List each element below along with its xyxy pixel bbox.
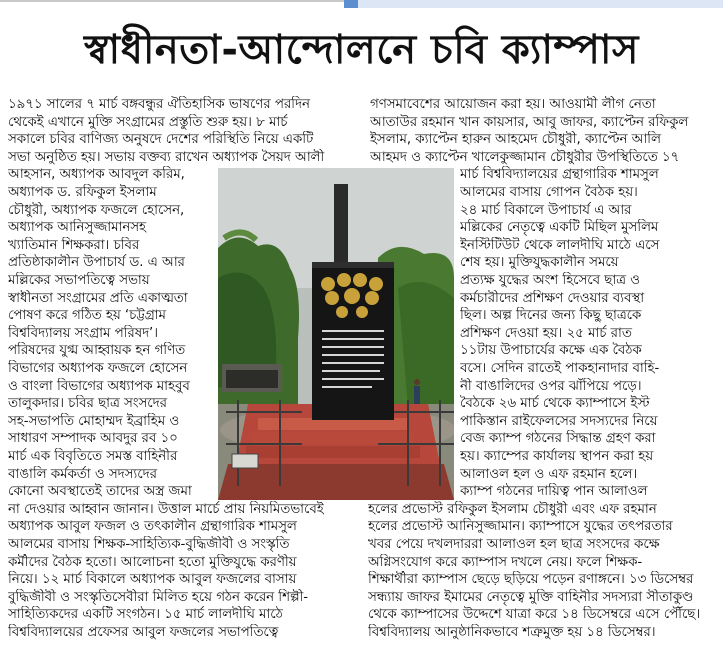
right-column-line: অগ্নিসংযোগ করে ক্যাম্পাস দখলে নেয়। ফলে শিক্ষক- xyxy=(368,554,643,570)
right-column-line: হলের প্রভোস্ট আনিসুজ্জামান। ক্যাম্পাসে যুদ্ধের তৎপরতার xyxy=(368,519,673,535)
left-column-line: ১৯৭১ সালের ৭ মার্চ বঙ্গবন্ধুর ঐতিহাসিক ভাষণের পরদিন xyxy=(8,97,310,112)
right-column-line: ইনস্টিটিউট থেকে লালদীঘি মাঠে এসে xyxy=(460,237,660,253)
left-column-line: প্রতিষ্ঠাকালীন উপাচার্য ড. এ আর xyxy=(8,255,185,271)
right-column-line: শেষ হয়। মুক্তিযুদ্ধকালীন সময়ে xyxy=(460,255,619,271)
memorial-illustration xyxy=(218,168,454,500)
left-column-line: পরিষদের যুগ্ম আহ্বায়ক হন গণিত xyxy=(8,343,186,359)
left-column-line: পোষণ করে গঠিত হয় ‘চট্টগ্রাম xyxy=(8,308,166,324)
left-column-line: চৌধুরী, অধ্যাপক ফজলে হোসেন, xyxy=(8,202,185,218)
left-column-line: অধ্যাপক ড. রফিকুল ইসলাম xyxy=(8,185,157,200)
left-column-line: না দেওয়ার আহ্বান জানান। উত্তাল মার্চে প্রায় নিয়মিতভাবেই xyxy=(8,501,324,517)
right-column-line: আতাউর রহমান খান কায়সার, আবু জাফর, ক্যাপ্টেন রফিকুল xyxy=(370,114,689,130)
left-column-line: সভা অনুষ্ঠিত হয়। সভায় বক্তব্য রাখেন অধ্যাপক সৈয়দ আলী xyxy=(8,149,325,165)
right-column-line: বসে। সেদিন রাতেই পাকহানাদার বাহি- xyxy=(460,361,660,376)
left-column-line: অধ্যাপক আবুল ফজল ও তৎকালীন গ্রন্থাগারিক শামসুল xyxy=(8,519,297,535)
left-column-line: কর্মীদের বৈঠক হতো। আলোচনা হতো মুক্তিযুদ্ধে করণীয় xyxy=(8,554,297,570)
right-column-line: প্রশিক্ষণ দেওয়া হয়। ২৫ মার্চ রাত xyxy=(460,325,632,341)
top-accent-bar xyxy=(344,0,358,8)
right-column-line: ২৪ মার্চ বিকালে উপাচার্য এ আর xyxy=(460,202,632,218)
headline: স্বাধীনতা-আন্দোলনে চবি ক্যাম্পাস xyxy=(84,27,639,73)
left-column-line: খ্যাতিমান শিক্ষকরা। চবির xyxy=(8,237,140,253)
left-column-line: কোনো অবস্থাতেই তাদের অস্ত্র জমা xyxy=(8,484,192,500)
left-column-line: সকালে চবির বাণিজ্য অনুষদে দেশের পরিস্থিতি নিয়ে একটি xyxy=(8,132,314,148)
right-column-line: গণসমাবেশের আয়োজন করা হয়। আওয়ামী লীগ নেতা xyxy=(370,97,656,112)
left-column-line: মার্চ এক বিবৃতিতে সমস্ত বাহিনীর xyxy=(8,449,178,464)
right-column-line: বেজ ক্যাম্প গঠনের সিদ্ধান্ত গ্রহণ করা xyxy=(460,431,656,447)
memorial-photo xyxy=(218,168,454,500)
right-column-line: খবর পেয়ে দখলদাররা আলাওল হল ছাত্র সংসদের কক্ষে xyxy=(368,537,660,552)
right-column-line: ক্যাম্প গঠনের দায়িত্ব পান আলাওল xyxy=(460,484,648,500)
left-column-line: অধ্যাপক আনিসুজ্জামানসহ xyxy=(8,220,147,236)
right-column-line: মার্চ বিশ্ববিদ্যালয়ের গ্রন্থাগারিক শামসুল xyxy=(460,167,659,183)
right-column-line: বিশ্ববিদ্যালয় আনুষ্ঠানিকভাবে শত্রুমুক্ত হয় ১৪ ডিসেম্বর। xyxy=(368,625,656,640)
left-column-line: তালুকদার। চবির ছাত্র সংসদের xyxy=(8,396,167,412)
right-column-line: সন্ধ্যায় জাফর ইমামের নেতৃত্বে মুক্তি বাহিনীর সদস্যরা সীতাকুণ্ড xyxy=(368,589,694,605)
top-tab-bar xyxy=(358,0,723,8)
left-column-line: সহ-সভাপতি মোহাম্মদ ইব্রাহিম ও xyxy=(8,413,180,429)
left-column-line: আলমের বাসায় শিক্ষক-সাহিত্যিক-বুদ্ধিজীবী ও সংস্কৃতি xyxy=(8,537,290,552)
left-column-line: নিয়ে। ১২ মার্চ বিকালে অধ্যাপক আবুল ফজলের বাসায় xyxy=(8,572,297,588)
right-column-line: আলমের বাসায় গোপন বৈঠক হয়। xyxy=(460,185,638,200)
top-divider xyxy=(0,0,344,2)
right-column-line: প্রত্যক্ষ যুদ্ধের অংশ হিসেবে ছাত্র ও xyxy=(460,273,640,288)
left-column-line: সাধারণ সম্পাদক আবদুর রব ১০ xyxy=(8,431,178,447)
left-column-line: থেকেই এখানে মুক্তি সংগ্রামের প্রস্তুতি শুরু হয়। ৮ মার্চ xyxy=(8,114,288,130)
right-column-line: কর্মচারীদের প্রশিক্ষণ দেওয়ার ব্যবস্থা xyxy=(460,290,645,306)
left-column-line: মল্লিকের সভাপতিত্বে সভায় xyxy=(8,273,150,288)
left-column-line: স্বাধীনতা সংগ্রামের প্রতি একাত্মতা xyxy=(8,290,188,306)
right-column-line: বৈঠকে ২৬ মার্চ থেকে ক্যাম্পাসে ইস্ট xyxy=(460,396,650,412)
left-column-line: আহসান, অধ্যাপক আবদুল করিম, xyxy=(8,167,185,183)
right-column-line: পাকিস্তান রাইফেলসের সদস্যদের নিয়ে xyxy=(460,413,658,429)
left-column-line: বিভাগের অধ্যাপক ফজলে হোসেন xyxy=(8,361,188,376)
right-column-line: শিক্ষার্থীরা ক্যাম্পাস ছেড়ে ছড়িয়ে পড়েন রণাঙ্গনে। ১৩ ডিসেম্বর xyxy=(368,572,694,588)
left-column-line: ও বাংলা বিভাগের অধ্যাপক মাহবুব xyxy=(8,378,190,394)
right-column-line: ১১টায় উপাচার্যের কক্ষে এক বৈঠক xyxy=(460,343,642,359)
right-column-line: হয়। ক্যাম্পের কার্যালয় স্থাপন করা হয় xyxy=(460,449,654,464)
right-column-line: মল্লিকের নেতৃত্বে একটি মিছিল মুসলিম xyxy=(460,220,659,236)
left-column-line: সাহিত্যিকদের একটি সংগঠন। ১৫ মার্চ লালদীঘি মাঠে xyxy=(8,607,283,623)
right-column-line: হলের প্রভোস্ট রফিকুল ইসলাম চৌধুরী এবং এফ রহমান xyxy=(368,501,657,517)
left-column-line: বিশ্ববিদ্যালয়ের প্রফেসর আবুল ফজলের সভাপতিত্বে xyxy=(8,625,279,640)
left-column-line: বাঙালি কর্মকর্তা ও সদস্যদের xyxy=(8,466,157,482)
left-column-line: বুদ্ধিজীবী ও সংস্কৃতিসেবীরা মিলিত হয়ে গঠন করেন শিল্পী- xyxy=(8,589,309,605)
right-column-line: ইসলাম, ক্যাপ্টেন হারুন আহমেদ চৌধুরী, ক্যাপ্টেন আলি xyxy=(370,132,661,148)
right-column-line: থেকে ক্যাম্পাসের উদ্দেশে যাত্রা করে ১৪ ডিসেম্বরে এসে পৌঁছে। xyxy=(368,607,701,623)
right-column-line: নী বাঙালিদের ওপর ঝাঁপিয়ে পড়ে। xyxy=(460,378,642,394)
right-column-line: আহমদ ও ক্যাপ্টেন খালেকুজ্জামান চৌধুরীর উপস্থিতিতে ১৭ xyxy=(370,149,680,165)
right-column-line: ছিল। অল্প দিনের জন্য কিছু ছাত্রকে xyxy=(460,308,642,324)
right-column-line: আলাওল হল ও এফ রহমান হলে। xyxy=(460,466,638,482)
left-column-line: বিশ্ববিদ্যালয় সংগ্রাম পরিষদ’। xyxy=(8,325,159,341)
